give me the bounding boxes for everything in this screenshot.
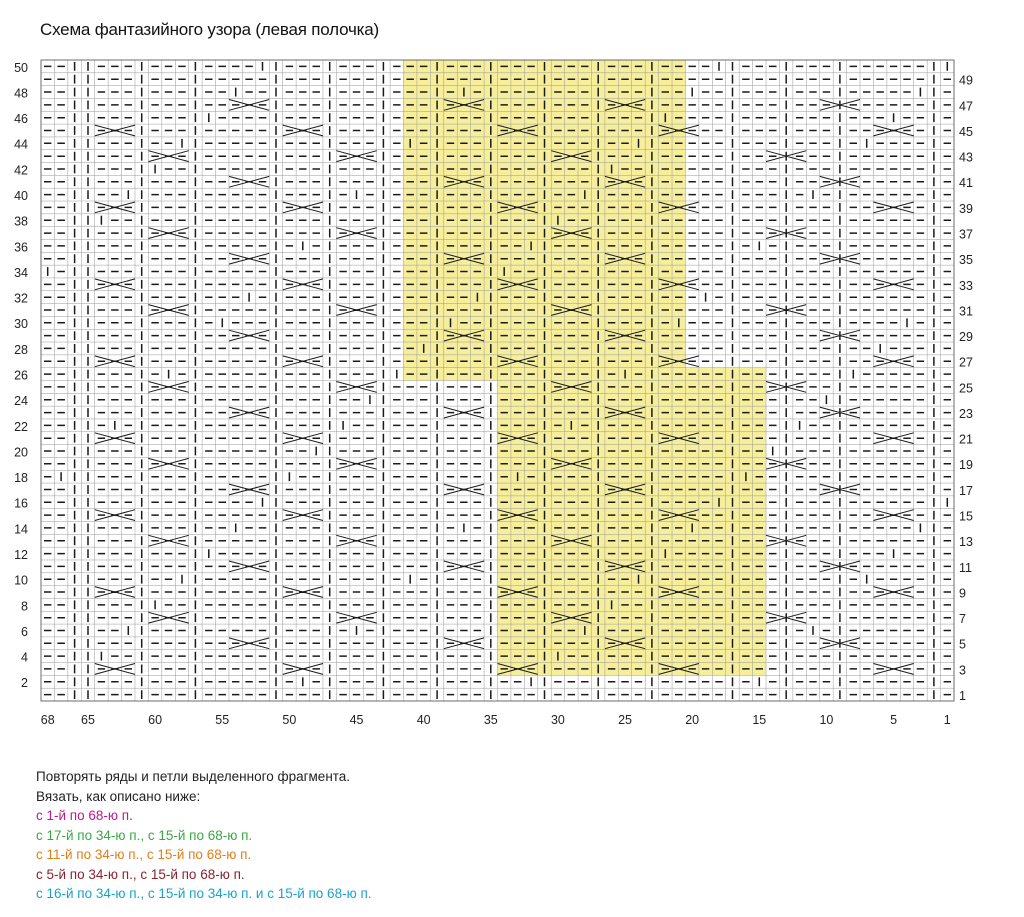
note-line: Вязать, как описано ниже: <box>36 788 201 804</box>
row-label-right: 15 <box>959 509 973 524</box>
row-label-left: 20 <box>14 445 28 460</box>
row-label-left: 38 <box>14 214 28 229</box>
row-label-left: 36 <box>14 240 28 255</box>
row-label-right: 39 <box>959 201 973 216</box>
row-label-right: 41 <box>959 176 973 191</box>
column-label: 30 <box>550 713 565 727</box>
row-label-right: 3 <box>959 663 966 678</box>
column-label: 50 <box>282 713 297 727</box>
row-label-right: 25 <box>959 381 973 396</box>
row-label-left: 42 <box>14 163 28 178</box>
row-label-left: 30 <box>14 317 28 332</box>
row-label-right: 27 <box>959 355 973 370</box>
column-label: 40 <box>416 713 431 727</box>
row-label-right: 49 <box>959 73 973 88</box>
note-line: с 17-й по 34-ю п., с 15-й по 68-ю п. <box>36 827 253 843</box>
column-label: 45 <box>349 713 364 727</box>
row-label-left: 8 <box>21 599 28 614</box>
row-label-right: 37 <box>959 227 973 242</box>
row-label-right: 47 <box>959 99 973 114</box>
chart-title: Схема фантазийного узора (левая полочка) <box>40 20 379 39</box>
row-label-left: 6 <box>21 624 28 639</box>
row-label-left: 12 <box>14 547 28 562</box>
row-label-right: 45 <box>959 124 973 139</box>
column-label: 20 <box>685 713 700 727</box>
column-label: 1 <box>943 713 951 727</box>
column-label: 10 <box>819 713 834 727</box>
row-label-left: 16 <box>14 496 28 511</box>
chart-grid <box>41 60 954 701</box>
row-label-left: 34 <box>14 265 28 280</box>
note-line: с 1-й по 68-ю п. <box>36 808 133 823</box>
column-label: 25 <box>618 713 633 727</box>
row-label-left: 10 <box>14 573 28 588</box>
note-line: с 16-й по 34-ю п., с 15-й по 34-ю п. и с 15-й по 68-ю п. <box>36 886 372 901</box>
row-label-left: 22 <box>14 419 28 434</box>
row-label-left: 2 <box>21 676 28 691</box>
row-label-left: 50 <box>14 60 28 75</box>
note-line: Повторять ряды и петли выделенного фрагмента. <box>36 769 351 784</box>
row-label-left: 28 <box>14 342 28 357</box>
row-label-left: 32 <box>14 291 28 306</box>
row-label-right: 1 <box>959 689 966 703</box>
row-label-right: 35 <box>959 253 973 268</box>
row-label-left: 14 <box>14 522 28 537</box>
row-label-left: 44 <box>14 137 28 152</box>
row-label-right: 19 <box>959 458 973 473</box>
column-label: 65 <box>81 713 95 727</box>
row-label-right: 7 <box>959 612 966 627</box>
row-label-right: 23 <box>959 406 973 421</box>
row-label-left: 40 <box>14 189 28 204</box>
row-label-right: 31 <box>959 304 973 319</box>
instructions-block <box>36 767 372 904</box>
row-label-right: 33 <box>959 278 973 293</box>
row-label-right: 9 <box>959 586 966 601</box>
row-label-left: 18 <box>14 471 28 486</box>
row-label-left: 24 <box>14 394 28 409</box>
column-label: 68 <box>40 713 55 727</box>
column-label: 55 <box>215 713 230 727</box>
row-label-left: 48 <box>14 86 28 101</box>
row-label-right: 13 <box>959 535 973 550</box>
column-label: 60 <box>148 713 163 727</box>
row-label-left: 46 <box>14 112 28 127</box>
row-label-right: 29 <box>959 330 973 345</box>
row-label-left: 4 <box>21 650 28 665</box>
column-label: 15 <box>752 713 767 727</box>
row-label-left: 26 <box>14 368 28 383</box>
row-label-right: 11 <box>959 560 972 575</box>
column-label: 5 <box>890 713 898 727</box>
row-label-right: 17 <box>959 483 973 498</box>
row-label-right: 21 <box>959 432 973 447</box>
row-label-right: 5 <box>959 637 966 652</box>
note-line: с 11-й по 34-ю п., с 15-й по 68-ю п. <box>36 847 252 862</box>
row-label-right: 43 <box>959 150 973 165</box>
column-label: 35 <box>483 713 498 727</box>
note-line: с 5-й по 34-ю п., с 15-й по 68-ю п. <box>36 866 245 882</box>
